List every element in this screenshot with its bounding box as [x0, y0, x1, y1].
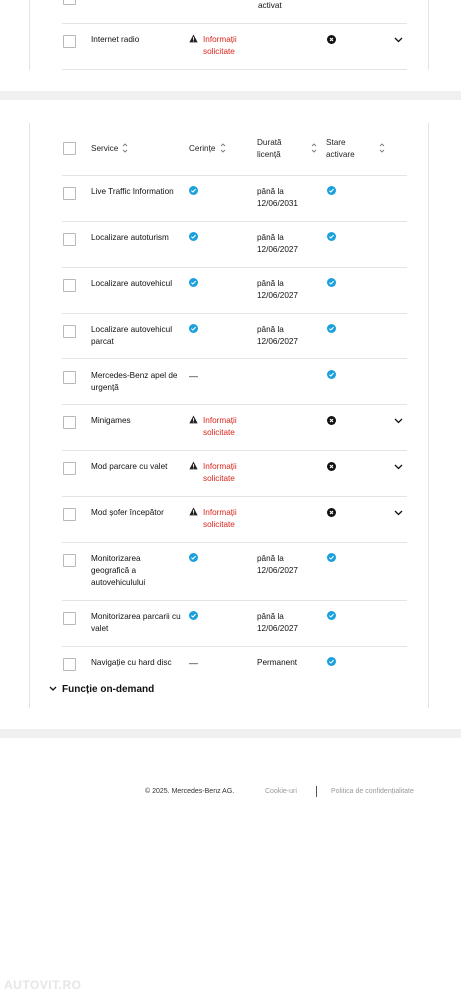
error-icon: [327, 416, 336, 425]
service-name: Localizare autovehicul: [91, 279, 173, 288]
requirement-none: —: [189, 371, 198, 381]
service-name: Navigație cu hard disc: [91, 658, 172, 667]
service-name: Monitorizarea parcarii cu valet: [91, 612, 181, 633]
warning-icon: [189, 415, 198, 424]
header-duration[interactable]: Durată licență: [257, 138, 282, 159]
chevron-down-icon[interactable]: [394, 37, 403, 43]
check-icon: [327, 370, 336, 379]
checkbox[interactable]: [63, 0, 76, 5]
watermark-logo: AUTOVIT.RO: [4, 978, 82, 992]
select-all-checkbox[interactable]: [63, 142, 76, 155]
error-icon: [327, 35, 336, 44]
header-status[interactable]: Stare activare: [326, 138, 355, 159]
error-icon: [327, 462, 336, 471]
check-icon: [327, 232, 336, 241]
requirement-none: —: [189, 658, 198, 668]
sort-icon[interactable]: [122, 142, 128, 154]
check-icon: [189, 232, 198, 241]
license-duration: până la 12/06/2027: [257, 612, 298, 633]
service-name: Mod parcare cu valet: [91, 462, 168, 471]
chevron-down-icon[interactable]: [394, 510, 403, 516]
chevron-down-icon[interactable]: [394, 418, 403, 424]
header-service[interactable]: Service: [91, 144, 119, 153]
service-name: Localizare autoturism: [91, 233, 169, 242]
status-text-partial: activat: [258, 1, 282, 10]
row-divider: [62, 221, 407, 222]
privacy-link[interactable]: Politica de confidențialitate: [331, 788, 414, 795]
service-name: Localizare autovehicul parcat: [91, 325, 173, 346]
check-icon: [189, 278, 198, 287]
checkbox[interactable]: [63, 233, 76, 246]
chevron-down-icon[interactable]: [49, 686, 57, 692]
license-duration: Permanent: [257, 658, 298, 667]
row-divider: [62, 175, 407, 176]
on-demand-toggle[interactable]: Funcție on-demand: [62, 684, 155, 695]
check-icon: [327, 611, 336, 620]
checkbox[interactable]: [63, 416, 76, 429]
row-divider: [62, 450, 407, 451]
section-separator: [0, 729, 461, 738]
check-icon: [327, 553, 336, 562]
footer-divider: [316, 786, 317, 797]
check-icon: [189, 553, 198, 562]
row-divider: [62, 69, 407, 70]
row-divider: [62, 313, 407, 314]
error-icon: [327, 508, 336, 517]
requirement-info: Informații solicitate: [203, 35, 237, 56]
check-icon: [327, 657, 336, 666]
warning-icon: [189, 34, 198, 43]
row-divider: [62, 646, 407, 647]
requirement-info: Informații solicitate: [203, 508, 237, 529]
cookie-link[interactable]: Cookie-uri: [265, 788, 297, 795]
chevron-down-icon[interactable]: [394, 464, 403, 470]
row-divider: [62, 600, 407, 601]
section-separator: [0, 91, 461, 100]
checkbox[interactable]: [63, 187, 76, 200]
sort-icon[interactable]: [220, 142, 226, 154]
check-icon: [189, 324, 198, 333]
requirement-info: Informații solicitate: [203, 462, 237, 483]
service-name: Mod șofer începător: [91, 508, 164, 517]
license-duration: până la 12/06/2027: [257, 233, 298, 254]
checkbox[interactable]: [63, 658, 76, 671]
row-divider: [62, 267, 407, 268]
warning-icon: [189, 507, 198, 516]
check-icon: [327, 278, 336, 287]
checkbox[interactable]: [63, 508, 76, 521]
checkbox-internet-radio[interactable]: [63, 35, 76, 48]
service-name: Monitorizarea geografică a autovehiculului: [91, 554, 146, 587]
row-divider: [62, 496, 407, 497]
check-icon: [189, 611, 198, 620]
license-duration: până la 12/06/2027: [257, 325, 298, 346]
row-divider: [62, 358, 407, 359]
license-duration: până la 12/06/2031: [257, 187, 298, 208]
sort-icon[interactable]: [311, 142, 317, 154]
header-requirement[interactable]: Cerințe: [189, 144, 216, 153]
row-divider: [62, 404, 407, 405]
service-name: Live Traffic Information: [91, 187, 174, 196]
check-icon: [327, 186, 336, 195]
requirement-info: Informații solicitate: [203, 416, 237, 437]
copyright-text: © 2025. Mercedes-Benz AG.: [145, 788, 235, 795]
checkbox[interactable]: [63, 554, 76, 567]
checkbox[interactable]: [63, 325, 76, 338]
row-divider: [62, 542, 407, 543]
service-name: Mercedes-Benz apel de urgență: [91, 371, 178, 392]
service-name: Minigames: [91, 416, 131, 425]
checkbox[interactable]: [63, 462, 76, 475]
license-duration: până la 12/06/2027: [257, 554, 298, 575]
row-divider: [62, 23, 407, 24]
check-icon: [327, 324, 336, 333]
checkbox[interactable]: [63, 279, 76, 292]
checkbox[interactable]: [63, 371, 76, 384]
warning-icon: [189, 461, 198, 470]
sort-icon[interactable]: [379, 142, 385, 154]
check-icon: [189, 186, 198, 195]
checkbox[interactable]: [63, 612, 76, 625]
service-name: Internet radio: [91, 35, 140, 44]
license-duration: până la 12/06/2027: [257, 279, 298, 300]
